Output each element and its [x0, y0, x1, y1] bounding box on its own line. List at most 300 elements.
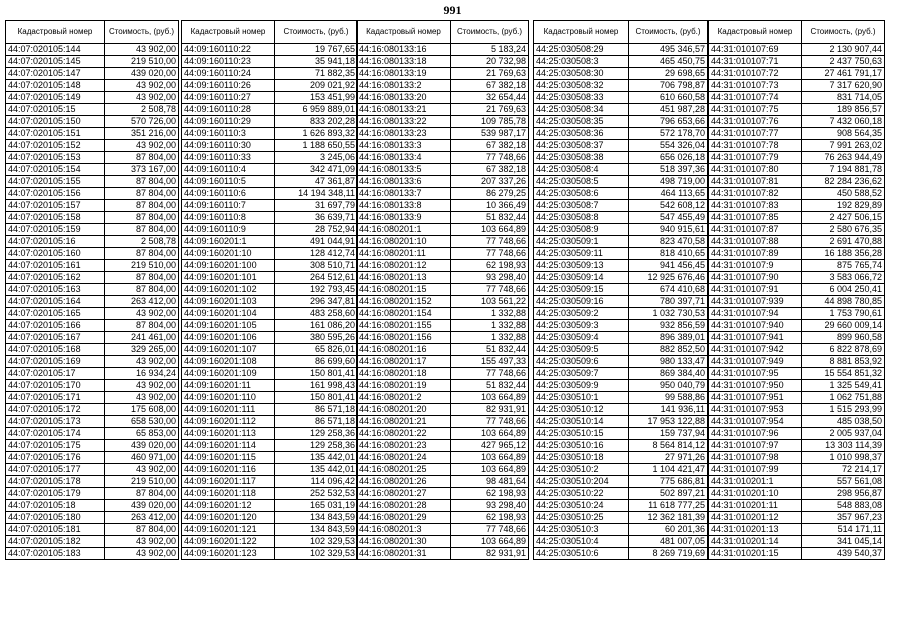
table-row: [709, 452, 885, 464]
cost-cell: 12 362 181,39: [629, 512, 708, 524]
table-row: [709, 164, 885, 176]
cost-cell: 2 508,78: [105, 236, 179, 248]
header-cost: Стоимость, (руб.): [629, 21, 708, 44]
cadastral-number-cell: 44:31:010107:87: [709, 224, 802, 236]
cost-cell: 87 804,00: [105, 272, 179, 284]
cost-cell: 20 732,98: [451, 56, 529, 68]
cadastral-number-cell: 44:16:080201:30: [357, 536, 451, 548]
table-row: [6, 188, 179, 200]
cost-cell: 1 062 751,88: [802, 392, 885, 404]
cadastral-number-cell: 44:07:020105:167: [6, 332, 105, 344]
cadastral-number-cell: 44:16:080201:23: [357, 440, 451, 452]
table-row: [357, 512, 529, 524]
table-row: [709, 92, 885, 104]
table-row: [357, 308, 529, 320]
cadastral-number-cell: 44:07:020105:174: [6, 428, 105, 440]
table-row: [709, 356, 885, 368]
table-row: [357, 236, 529, 248]
cadastral-number-cell: 44:09:160201:10: [182, 248, 275, 260]
cadastral-number-cell: 44:16:080201:24: [357, 452, 451, 464]
cadastral-number-cell: 44:16:080133:18: [357, 56, 451, 68]
table-row: [534, 152, 708, 164]
table-row: [709, 392, 885, 404]
cost-cell: 134 843,59: [275, 512, 358, 524]
cost-cell: 77 748,66: [451, 284, 529, 296]
cadastral-number-cell: 44:09:160110:4: [182, 164, 275, 176]
cost-cell: 43 902,00: [105, 464, 179, 476]
table-row: [357, 296, 529, 308]
table-row: [6, 152, 179, 164]
cadastral-number-cell: 44:31:010107:940: [709, 320, 802, 332]
cadastral-number-cell: 44:25:030509:2: [534, 308, 629, 320]
cost-cell: 932 856,59: [629, 320, 708, 332]
table-row: [709, 308, 885, 320]
table-row: [6, 248, 179, 260]
table-row: [182, 260, 358, 272]
table-row: [182, 224, 358, 236]
table-row: [182, 188, 358, 200]
cost-cell: 8 881 853,92: [802, 356, 885, 368]
table-row: [709, 368, 885, 380]
table-row: [357, 104, 529, 116]
cadastral-number-cell: 44:25:030509:11: [534, 248, 629, 260]
table-row: [534, 368, 708, 380]
table-header-row: [182, 21, 358, 44]
table-row: [709, 152, 885, 164]
cost-cell: 7 317 620,90: [802, 80, 885, 92]
cost-cell: 51 832,44: [451, 212, 529, 224]
cost-cell: 833 202,28: [275, 116, 358, 128]
cadastral-number-cell: 44:31:010107:941: [709, 332, 802, 344]
cadastral-number-cell: 44:16:080201:22: [357, 428, 451, 440]
table-row: [709, 68, 885, 80]
table-row: [534, 284, 708, 296]
table-row: [182, 536, 358, 548]
cadastral-number-cell: 44:25:030510:6: [534, 548, 629, 560]
cadastral-number-cell: 44:07:020105:172: [6, 404, 105, 416]
cadastral-number-cell: 44:09:160110:8: [182, 212, 275, 224]
cadastral-number-cell: 44:25:030510:1: [534, 392, 629, 404]
cost-cell: 134 843,59: [275, 524, 358, 536]
cost-cell: 82 284 236,62: [802, 176, 885, 188]
cost-cell: 1 188 650,55: [275, 140, 358, 152]
table-row: [182, 512, 358, 524]
cadastral-number-cell: 44:31:010201:12: [709, 512, 802, 524]
cost-cell: 67 382,18: [451, 164, 529, 176]
table-row: [357, 188, 529, 200]
header-cost: Стоимость, (руб.): [802, 21, 885, 44]
cost-cell: 818 410,65: [629, 248, 708, 260]
table-row: [182, 44, 358, 56]
table-row: [357, 224, 529, 236]
table-row: [709, 104, 885, 116]
cost-cell: 103 561,22: [451, 296, 529, 308]
table-row: [709, 404, 885, 416]
cadastral-number-cell: 44:16:080133:8: [357, 200, 451, 212]
cost-cell: 150 801,41: [275, 392, 358, 404]
cadastral-number-cell: 44:31:010107:90: [709, 272, 802, 284]
cadastral-number-cell: 44:07:020105:150: [6, 116, 105, 128]
cadastral-number-cell: 44:16:080133:5: [357, 164, 451, 176]
cadastral-number-cell: 44:16:080201:11: [357, 248, 451, 260]
table-row: [357, 200, 529, 212]
cost-cell: 380 595,26: [275, 332, 358, 344]
cadastral-number-cell: 44:16:080201:15: [357, 284, 451, 296]
cost-cell: 16 934,24: [105, 368, 179, 380]
cadastral-number-cell: 44:09:160201:105: [182, 320, 275, 332]
table-row: [709, 464, 885, 476]
cost-cell: 77 748,66: [451, 416, 529, 428]
table-row: [357, 416, 529, 428]
cost-cell: 62 198,93: [451, 488, 529, 500]
header-cost: Стоимость, (руб.): [275, 21, 358, 44]
table-row: [709, 128, 885, 140]
cadastral-number-cell: 44:31:010107:85: [709, 212, 802, 224]
cadastral-number-cell: 44:25:030508:35: [534, 116, 629, 128]
cost-cell: 296 347,81: [275, 296, 358, 308]
cost-cell: 1 753 790,61: [802, 308, 885, 320]
cadastral-number-cell: 44:07:020105:16: [6, 236, 105, 248]
cost-cell: 102 329,53: [275, 548, 358, 560]
cadastral-number-cell: 44:07:020105:176: [6, 452, 105, 464]
table-row: [534, 116, 708, 128]
cadastral-number-cell: 44:25:030510:25: [534, 512, 629, 524]
cadastral-number-cell: 44:09:160201:120: [182, 512, 275, 524]
table-row: [6, 68, 179, 80]
cost-cell: 29 660 009,14: [802, 320, 885, 332]
cadastral-table-3: [356, 20, 529, 560]
cadastral-number-cell: 44:07:020105:179: [6, 488, 105, 500]
cadastral-number-cell: 44:07:020105:17: [6, 368, 105, 380]
table-row: [182, 272, 358, 284]
table-row: [534, 56, 708, 68]
table-row: [534, 164, 708, 176]
header-cadastral-number: Кадастровый номер: [534, 21, 629, 44]
table-row: [357, 452, 529, 464]
cadastral-number-cell: 44:25:030509:16: [534, 296, 629, 308]
table-row: [6, 356, 179, 368]
table-row: [534, 236, 708, 248]
cost-cell: 264 512,61: [275, 272, 358, 284]
table-row: [534, 176, 708, 188]
table-row: [357, 68, 529, 80]
table-row: [182, 176, 358, 188]
page-number: 991: [443, 3, 462, 17]
table-row: [6, 428, 179, 440]
table-row: [182, 464, 358, 476]
cadastral-number-cell: 44:09:160110:30: [182, 140, 275, 152]
table-row: [357, 320, 529, 332]
cadastral-number-cell: 44:16:080201:152: [357, 296, 451, 308]
cadastral-number-cell: 44:09:160201:122: [182, 536, 275, 548]
cadastral-number-cell: 44:09:160201:103: [182, 296, 275, 308]
cadastral-number-cell: 44:25:030508:30: [534, 68, 629, 80]
cadastral-number-cell: 44:31:010107:939: [709, 296, 802, 308]
cadastral-number-cell: 44:09:160201:116: [182, 464, 275, 476]
cost-cell: 1 032 730,53: [629, 308, 708, 320]
cadastral-number-cell: 44:31:010201:13: [709, 524, 802, 536]
table-row: [534, 344, 708, 356]
cadastral-number-cell: 44:25:030508:5: [534, 176, 629, 188]
cadastral-number-cell: 44:25:030508:3: [534, 56, 629, 68]
cost-cell: 135 442,01: [275, 464, 358, 476]
table-row: [6, 452, 179, 464]
cadastral-number-cell: 44:16:080201:13: [357, 272, 451, 284]
cadastral-number-cell: 44:07:020105:155: [6, 176, 105, 188]
cadastral-number-cell: 44:07:020105:15: [6, 104, 105, 116]
table-row: [6, 416, 179, 428]
table-row: [357, 428, 529, 440]
cadastral-number-cell: 44:09:160110:24: [182, 68, 275, 80]
cadastral-number-cell: 44:07:020105:157: [6, 200, 105, 212]
header-cadastral-number: Кадастровый номер: [182, 21, 275, 44]
cost-cell: 77 748,66: [451, 152, 529, 164]
cadastral-table-5: [708, 20, 885, 560]
table-row: [357, 44, 529, 56]
cost-cell: 16 188 356,28: [802, 248, 885, 260]
cost-cell: 308 510,71: [275, 260, 358, 272]
table-row: [709, 284, 885, 296]
cost-cell: 207 337,26: [451, 176, 529, 188]
cost-cell: 882 852,50: [629, 344, 708, 356]
table-row: [709, 320, 885, 332]
table-row: [357, 164, 529, 176]
cadastral-number-cell: 44:31:010107:94: [709, 308, 802, 320]
cadastral-number-cell: 44:16:080201:10: [357, 236, 451, 248]
cadastral-number-cell: 44:31:010107:82: [709, 188, 802, 200]
table-row: [182, 80, 358, 92]
cadastral-number-cell: 44:16:080201:18: [357, 368, 451, 380]
table-row: [534, 260, 708, 272]
cost-cell: 102 329,53: [275, 536, 358, 548]
table-row: [709, 524, 885, 536]
cadastral-number-cell: 44:07:020105:149: [6, 92, 105, 104]
cost-cell: 189 856,57: [802, 104, 885, 116]
cadastral-number-cell: 44:25:030508:32: [534, 80, 629, 92]
cadastral-number-cell: 44:07:020105:183: [6, 548, 105, 560]
cost-cell: 373 167,00: [105, 164, 179, 176]
cadastral-number-cell: 44:09:160201:108: [182, 356, 275, 368]
table-row: [6, 116, 179, 128]
table-row: [357, 524, 529, 536]
cost-cell: 1 515 293,99: [802, 404, 885, 416]
cost-cell: 165 031,19: [275, 500, 358, 512]
table-row: [709, 512, 885, 524]
cadastral-number-cell: 44:31:010201:14: [709, 536, 802, 548]
table-row: [357, 344, 529, 356]
table-row: [709, 140, 885, 152]
cadastral-number-cell: 44:07:020105:170: [6, 380, 105, 392]
table-row: [357, 488, 529, 500]
cost-cell: 706 798,87: [629, 80, 708, 92]
header-cadastral-number: Кадастровый номер: [709, 21, 802, 44]
cadastral-number-cell: 44:31:010107:95: [709, 368, 802, 380]
cost-cell: 485 038,50: [802, 416, 885, 428]
cost-cell: 93 298,40: [451, 500, 529, 512]
table-row: [6, 368, 179, 380]
table-row: [182, 116, 358, 128]
cost-cell: 209 021,92: [275, 80, 358, 92]
cadastral-number-cell: 44:09:160201:106: [182, 332, 275, 344]
cost-cell: 129 258,36: [275, 428, 358, 440]
cadastral-number-cell: 44:09:160201:100: [182, 260, 275, 272]
table-row: [6, 404, 179, 416]
table-row: [6, 104, 179, 116]
cost-cell: 87 804,00: [105, 224, 179, 236]
table-row: [709, 212, 885, 224]
cost-cell: 464 113,65: [629, 188, 708, 200]
cost-cell: 129 258,36: [275, 440, 358, 452]
cadastral-number-cell: 44:07:020105:181: [6, 524, 105, 536]
cost-cell: 980 133,47: [629, 356, 708, 368]
cadastral-number-cell: 44:31:010107:951: [709, 392, 802, 404]
cadastral-number-cell: 44:16:080201:21: [357, 416, 451, 428]
cadastral-number-cell: 44:07:020105:158: [6, 212, 105, 224]
cadastral-number-cell: 44:31:010107:72: [709, 68, 802, 80]
cadastral-number-cell: 44:16:080201:26: [357, 476, 451, 488]
cadastral-number-cell: 44:31:010201:1: [709, 476, 802, 488]
table-row: [709, 536, 885, 548]
cost-cell: 43 902,00: [105, 44, 179, 56]
table-row: [534, 524, 708, 536]
cost-cell: 103 664,89: [451, 536, 529, 548]
cadastral-number-cell: 44:09:160110:29: [182, 116, 275, 128]
table-row: [534, 404, 708, 416]
cost-cell: 27 461 791,17: [802, 68, 885, 80]
cadastral-number-cell: 44:25:030509:6: [534, 356, 629, 368]
cadastral-number-cell: 44:16:080133:7: [357, 188, 451, 200]
table-row: [534, 332, 708, 344]
table-row: [357, 176, 529, 188]
cost-cell: 98 481,64: [451, 476, 529, 488]
table-row: [6, 284, 179, 296]
table-row: [182, 344, 358, 356]
cadastral-number-cell: 44:09:160201:1: [182, 236, 275, 248]
cost-cell: 518 397,36: [629, 164, 708, 176]
cadastral-number-cell: 44:07:020105:168: [6, 344, 105, 356]
table-row: [182, 416, 358, 428]
cadastral-number-cell: 44:31:010107:91: [709, 284, 802, 296]
cost-cell: 35 941,18: [275, 56, 358, 68]
cadastral-number-cell: 44:16:080201:28: [357, 500, 451, 512]
cost-cell: 11 618 777,25: [629, 500, 708, 512]
cost-cell: 1 104 421,47: [629, 464, 708, 476]
table-row: [182, 500, 358, 512]
cost-cell: 219 510,00: [105, 476, 179, 488]
table-row: [182, 368, 358, 380]
cost-cell: 465 450,75: [629, 56, 708, 68]
table-row: [357, 56, 529, 68]
table-header-row: [534, 21, 708, 44]
table-row: [6, 212, 179, 224]
table-row: [709, 344, 885, 356]
cadastral-number-cell: 44:25:030510:15: [534, 428, 629, 440]
cadastral-number-cell: 44:16:080133:4: [357, 152, 451, 164]
cost-cell: 99 588,86: [629, 392, 708, 404]
cadastral-number-cell: 44:31:010107:81: [709, 176, 802, 188]
cadastral-number-cell: 44:31:010107:74: [709, 92, 802, 104]
table-row: [6, 440, 179, 452]
cost-cell: 899 960,58: [802, 332, 885, 344]
cadastral-number-cell: 44:07:020105:160: [6, 248, 105, 260]
cadastral-number-cell: 44:25:030508:7: [534, 200, 629, 212]
cost-cell: 10 366,49: [451, 200, 529, 212]
table-row: [709, 380, 885, 392]
header-cost: Стоимость, (руб.): [451, 21, 529, 44]
cadastral-number-cell: 44:31:010107:78: [709, 140, 802, 152]
cost-cell: 161 086,20: [275, 320, 358, 332]
table-row: [182, 236, 358, 248]
table-row: [357, 248, 529, 260]
cost-cell: 896 389,01: [629, 332, 708, 344]
table-row: [357, 128, 529, 140]
cost-cell: 940 915,61: [629, 224, 708, 236]
table-row: [357, 212, 529, 224]
cost-cell: 27 971,26: [629, 452, 708, 464]
cost-cell: 17 953 122,88: [629, 416, 708, 428]
table-row: [709, 236, 885, 248]
table-row: [709, 80, 885, 92]
cadastral-number-cell: 44:25:030508:37: [534, 140, 629, 152]
cadastral-number-cell: 44:07:020105:180: [6, 512, 105, 524]
cadastral-number-cell: 44:31:010107:75: [709, 104, 802, 116]
cost-cell: 780 397,71: [629, 296, 708, 308]
cost-cell: 82 931,91: [451, 548, 529, 560]
table-row: [6, 332, 179, 344]
cost-cell: 13 303 114,39: [802, 440, 885, 452]
cadastral-number-cell: 44:25:030508:4: [534, 164, 629, 176]
table-row: [709, 272, 885, 284]
table-row: [357, 476, 529, 488]
cost-cell: 547 455,49: [629, 212, 708, 224]
cost-cell: 103 664,89: [451, 452, 529, 464]
cost-cell: 71 882,35: [275, 68, 358, 80]
cost-cell: 76 263 944,49: [802, 152, 885, 164]
cadastral-number-cell: 44:31:010107:953: [709, 404, 802, 416]
cadastral-number-cell: 44:25:030509:14: [534, 272, 629, 284]
cadastral-number-cell: 44:16:080201:154: [357, 308, 451, 320]
cost-cell: 7 432 060,18: [802, 116, 885, 128]
cadastral-number-cell: 44:16:080133:23: [357, 128, 451, 140]
table-row: [182, 320, 358, 332]
table-header-row: [709, 21, 885, 44]
table-row: [6, 392, 179, 404]
cost-cell: 3 583 066,72: [802, 272, 885, 284]
table-row: [709, 200, 885, 212]
cadastral-number-cell: 44:09:160201:118: [182, 488, 275, 500]
cadastral-number-cell: 44:31:010107:83: [709, 200, 802, 212]
cadastral-number-cell: 44:31:010107:76: [709, 116, 802, 128]
table-row: [709, 500, 885, 512]
table-row: [534, 308, 708, 320]
cost-cell: 1 332,88: [451, 308, 529, 320]
table-row: [182, 68, 358, 80]
cadastral-table-4: [533, 20, 708, 560]
cadastral-number-cell: 44:07:020105:169: [6, 356, 105, 368]
table-row: [182, 524, 358, 536]
cadastral-number-cell: 44:07:020105:153: [6, 152, 105, 164]
table-row: [357, 260, 529, 272]
cost-cell: 43 902,00: [105, 92, 179, 104]
cost-cell: 87 804,00: [105, 212, 179, 224]
cost-cell: 87 804,00: [105, 176, 179, 188]
table-row: [182, 140, 358, 152]
table-row: [182, 128, 358, 140]
table-row: [534, 200, 708, 212]
cost-cell: 298 956,87: [802, 488, 885, 500]
table-row: [182, 476, 358, 488]
cadastral-number-cell: 44:25:030510:18: [534, 452, 629, 464]
